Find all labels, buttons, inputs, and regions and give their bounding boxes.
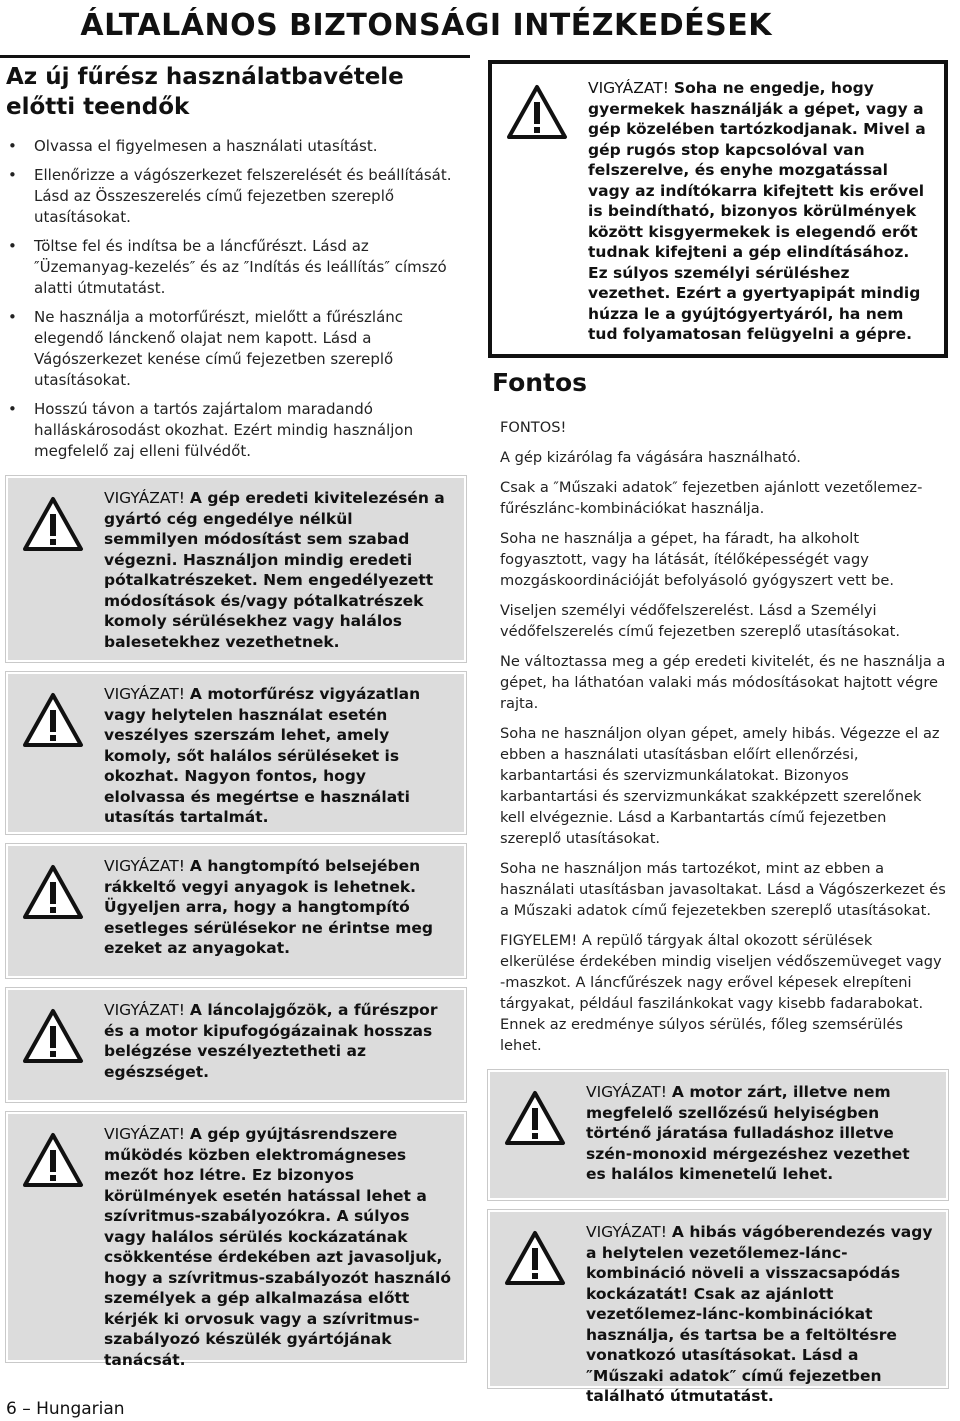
warning-triangle-icon <box>504 1230 566 1286</box>
warning-triangle-icon <box>506 84 568 140</box>
warning-lead: VIGYÁZAT! <box>104 857 190 875</box>
paragraph: A gép kizárólag fa vágására használható. <box>500 449 801 466</box>
warning-box <box>6 844 466 978</box>
list-item-text: Ellenőrizze a vágószerkezet felszerelését és beállítását. Lásd az Összeszerelés című fejezetben szereplő utasításokat. <box>34 166 452 226</box>
section-title-line-1: Az új fűrész használatbavétele <box>6 64 404 90</box>
warning-triangle-icon <box>504 1090 566 1146</box>
warning-text <box>586 1222 934 1407</box>
list-item <box>6 399 466 462</box>
page-title: ÁLTALÁNOS BIZTONSÁGI INTÉZKEDÉSEK <box>80 8 772 43</box>
warning-text <box>104 1000 452 1082</box>
warning-body: A hangtompító belsejében rákkeltő vegyi anyagok is lehetnek. Ügyeljen arra, hogy a hangtompító esetleges sérülésekor ne érintse meg ezeket az anyagokat. <box>104 857 434 957</box>
warning-box <box>488 1210 948 1405</box>
warning-triangle-icon <box>22 692 84 748</box>
warning-box <box>488 1070 948 1200</box>
left-warnings <box>6 476 466 1369</box>
warning-lead: VIGYÁZAT! <box>586 1083 672 1101</box>
warning-lead: VIGYÁZAT! <box>104 685 190 703</box>
header-divider <box>0 55 470 58</box>
list-item <box>6 307 466 391</box>
warning-box <box>6 988 466 1102</box>
list-item <box>6 165 466 228</box>
page-number: 6 – Hungarian <box>6 1399 125 1419</box>
warning-box <box>6 476 466 662</box>
paragraph: FIGYELEM! A repülő tárgyak által okozott sérülések elkerülése érdekében mindig viseljen védőszemüveget vagy -maszkot. A láncfűrészek nagy erővel képesek elrepíteni tárgyakat, például faszilánkokat vagy kisebb fadarabokat. Ennek az eredménye súlyos sérülés, főleg szemsérülés lehet. <box>500 932 942 1054</box>
fontos-heading: Fontos <box>492 368 588 397</box>
warning-body: A motor zárt, illetve nem megfelelő szellőzésű helyiségben történő járatása fulladáshoz illetve szén-monoxid mérgezéshez vezethet es halálos kimenetelű lehet. <box>586 1083 910 1183</box>
list-item <box>6 236 466 299</box>
paragraph: Soha ne használjon olyan gépet, amely hibás. Végezze el az ebben a használati utasításban előírt ellenőrzési, karbantartási és szervizmunkálatokat. Bizonyos karbantartási és szervizmunkákat szakképzett szerelőnek kell elvégeznie. Lásd a Karbantartás című fejezetben szereplő utasításokat. <box>500 725 940 847</box>
warning-body: A gép gyújtásrendszere működés közben elektromágneses mezőt hoz létre. Ez bizonyos körülmények esetén hatással lehet a szívritmus-szabályozókra. A súlyos vagy halálos sérülés kockázatának csökkentése érdekében azt javasoljuk, hogy a szívritmus-szabályozót használó személyek a gép alkalmazása előtt kérjék ki orvosuk vagy a szívritmus-szabályozó készülék gyártójának tanácsát. <box>104 1125 452 1369</box>
bullet-icon: • <box>8 400 17 418</box>
warning-box <box>6 672 466 834</box>
warning-lead: VIGYÁZAT! <box>588 79 674 97</box>
warning-body: Soha ne engedje, hogy gyermekek használják a gépet, vagy a gép közelében tartózkodjanak. Mivel a gép rugós stop kapcsolóval van felszerelve, és enyhe mozgatással vagy az indítókarra kifejtett kis erővel is beindítható, bizonyos körülmények között kisgyermekek is elegendő erőt tudnak kifejteni a gép elindításához. Ez súlyos személyi sérüléshez vezethet. Ezért a gyertyapipát mindig húzza le a gyújtógyertyáról, ha nem tud folyamatosan felügyelni a gépre. <box>588 79 926 343</box>
warning-triangle-icon <box>22 864 84 920</box>
list-item-text: Olvassa el figyelmesen a használati utasítást. <box>34 137 378 155</box>
warning-body: A láncolajgőzök, a fűrészpor és a motor kipufogógázainak hosszas belégzése veszélyeztetheti az egészséget. <box>104 1001 438 1081</box>
warning-box <box>6 1112 466 1369</box>
warning-triangle-icon <box>22 1132 84 1188</box>
warning-text <box>104 488 452 652</box>
warning-text <box>586 1082 934 1185</box>
paragraph: Ne változtassa meg a gép eredeti kivitelét, és ne használja a gépet, ha láthatóan valaki más módosításokat hajtott végre rajta. <box>500 653 946 712</box>
warning-body: A motorfűrész vigyázatlan vagy helytelen használat esetén veszélyes szerszám lehet, amely komoly, sőt halálos sérüléseket is okozhat. Nagyon fontos, hogy elolvassa és megértse e használati utasítás tartalmát. <box>104 685 421 826</box>
paragraph: Csak a ″Műszaki adatok″ fejezetben ajánlott vezetőlemez-fűrészlánc-kombinációkat használja. <box>500 479 923 517</box>
warning-lead: VIGYÁZAT! <box>586 1223 672 1241</box>
warning-text <box>104 684 452 828</box>
paragraph: Soha ne használja a gépet, ha fáradt, ha alkoholt fogyasztott, vagy ha látását, ítélőképességét vagy mozgáskoordinációját befolyásoló gyógyszert vett be. <box>500 530 895 589</box>
warning-body: A gép eredeti kivitelezésén a gyártó cég engedélye nélkül semmilyen módosítást sem szabad végezni. Használjon mindig eredeti pótalkatrészeket. Nem engedélyezett módosítások és/vagy pótalkatrészek komoly sérülésekhez vagy halálos balesetekhez vezethetnek. <box>104 489 445 651</box>
preparation-list <box>6 136 466 462</box>
warning-text <box>104 1124 452 1370</box>
section-title <box>6 62 466 122</box>
warning-box-children <box>488 60 948 358</box>
bullet-icon: • <box>8 166 17 184</box>
fontos-paragraphs <box>488 417 948 1056</box>
list-item-text: Ne használja a motorfűrészt, mielőtt a fűrészlánc elegendő lánckenő olajat nem kapott. Lásd a Vágószerkezet kenése című fejezetben szereplő utasításokat. <box>34 308 404 389</box>
bullet-icon: • <box>8 237 17 255</box>
paragraph: Viseljen személyi védőfelszerelést. Lásd a Személyi védőfelszerelés című fejezetben szereplő utasításokat. <box>500 602 901 640</box>
list-item-text: Hosszú távon a tartós zajártalom maradandó halláskárosodást okozhat. Ezért mindig használjon megfelelő zaj elleni fülvédőt. <box>34 400 414 460</box>
bullet-icon: • <box>8 308 17 326</box>
warning-triangle-icon <box>22 496 84 552</box>
list-item-text: Töltse fel és indítsa be a láncfűrészt. Lásd az ″Üzemanyag-kezelés″ és az ″Indítás és leállítás″ címszó alatti útmutatást. <box>34 237 447 297</box>
paragraph: Soha ne használjon más tartozékot, mint az ebben a használati utasításban javasoltakat. Lásd a Vágószerkezet és a Műszaki adatok című fejezetekben szereplő utasításokat. <box>500 860 946 919</box>
warning-body: A hibás vágóberendezés vagy a helytelen vezetőlemez-lánc-kombináció növeli a visszacsapódás kockázatát! Csak az ajánlott vezetőlemez-lánc-kombinációkat használja, és tartsa be a feltöltésre vonatkozó utasításokat. Lásd a ″Műszaki adatok″ című fejezetben található útmutatást. <box>586 1223 933 1405</box>
left-column <box>6 60 466 1369</box>
warning-lead: VIGYÁZAT! <box>104 489 190 507</box>
list-item <box>6 136 466 157</box>
warning-text <box>588 78 932 345</box>
warning-text <box>104 856 452 959</box>
section-title-line-2: előtti teendők <box>6 94 190 120</box>
warning-triangle-icon <box>22 1008 84 1064</box>
warning-lead: VIGYÁZAT! <box>104 1001 190 1019</box>
bullet-icon: • <box>8 137 17 155</box>
paragraph: FONTOS! <box>500 419 567 436</box>
right-column <box>488 60 948 1405</box>
warning-lead: VIGYÁZAT! <box>104 1125 190 1143</box>
